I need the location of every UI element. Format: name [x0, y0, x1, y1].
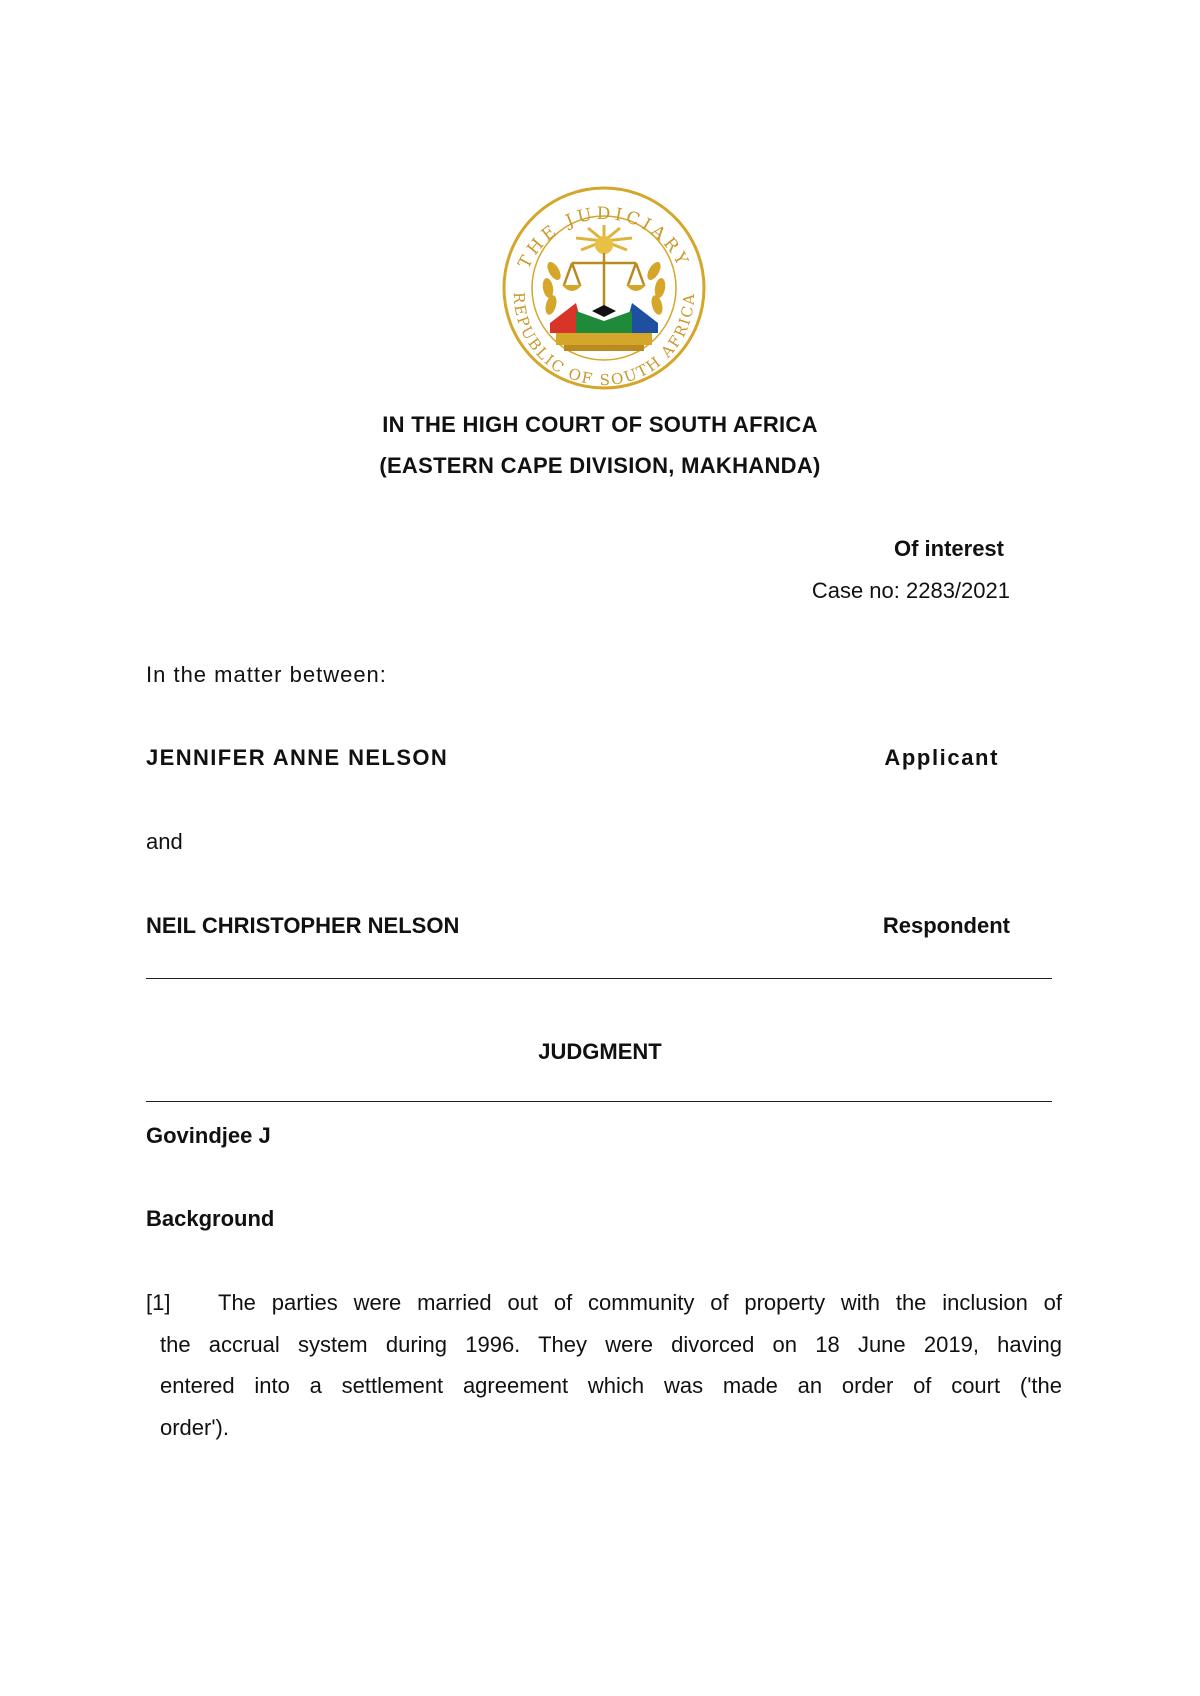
- applicant-name: JENNIFER ANNE NELSON: [146, 745, 449, 770]
- matter-between-label: In the matter between:: [146, 662, 387, 687]
- reportability-label: Of interest: [893, 536, 1004, 561]
- crest-bottom-text: REPUBLIC OF SOUTH AFRICA: [509, 291, 699, 390]
- conjunction-and: and: [146, 829, 183, 854]
- paragraph-number: [1]: [146, 1290, 171, 1315]
- case-number: Case no: 2283/2021: [811, 578, 1010, 603]
- court-title: IN THE HIGH COURT OF SOUTH AFRICA: [382, 412, 818, 437]
- section-heading: Background: [146, 1206, 275, 1231]
- court-division: (EASTERN CAPE DIVISION, MAKHANDA): [379, 453, 821, 478]
- divider-line-top: [146, 978, 1052, 979]
- paragraph-line-2: the accrual system during 1996. They were divorced on 18 June 2019, having: [160, 1332, 1062, 1357]
- divider-line-bottom: [146, 1101, 1052, 1102]
- applicant-role: Applicant: [884, 745, 999, 770]
- crest-top-text: THE JUDICIARY: [514, 203, 694, 272]
- judiciary-crest-logo: [484, 183, 724, 393]
- respondent-name: NEIL CHRISTOPHER NELSON: [146, 913, 460, 938]
- judgment-heading: JUDGMENT: [538, 1039, 662, 1064]
- paragraph-line-4: order').: [160, 1415, 229, 1440]
- judge-name: Govindjee J: [146, 1123, 271, 1148]
- paragraph-line-3: entered into a settlement agreement which was made an order of court ('the: [160, 1373, 1062, 1398]
- respondent-role: Respondent: [882, 913, 1010, 938]
- paragraph-line-1: The parties were married out of community of property with the inclusion of: [218, 1290, 1062, 1315]
